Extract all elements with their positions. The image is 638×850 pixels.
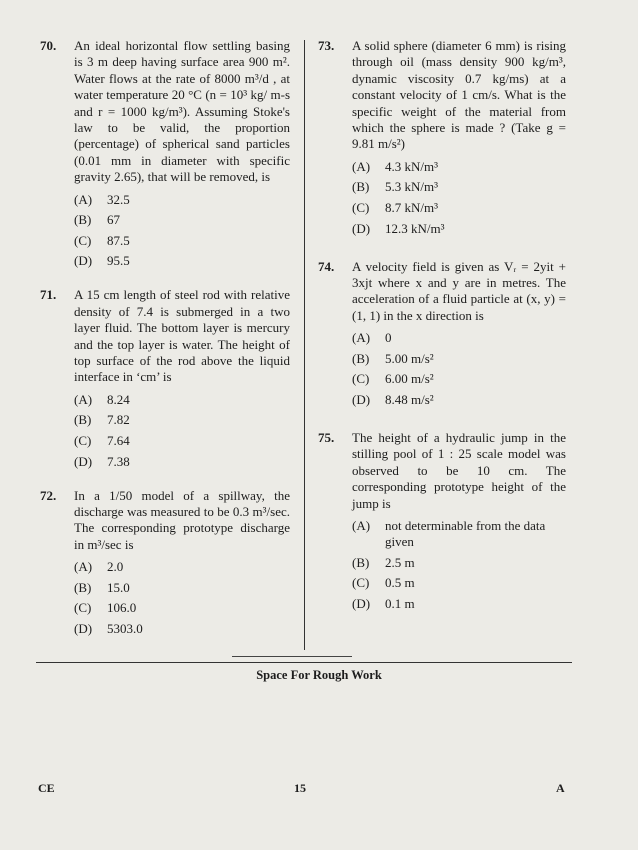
column-divider xyxy=(304,40,305,650)
option-a: (A) 2.0 xyxy=(74,559,124,575)
footer-series-code: A xyxy=(556,781,565,795)
question-stem: A velocity field is given as Vᵣ = 2yit + 3xjt where x and y are in metres. The acceleration of a fluid particle at (x, y) = (1, 1) in the x direction is xyxy=(352,258,566,323)
question-number: 74. xyxy=(318,258,335,274)
question-number: 72. xyxy=(40,487,57,503)
question-75 xyxy=(318,430,566,612)
option-d: (D) 12.3 kN/m³ xyxy=(352,220,445,236)
question-stem: An ideal horizontal flow settling basing is 3 m deep having surface area 900 m². Water flows at the rate of 8000 m³/d , at water temperature 20 °C (n = 10³ kg/ m-s and r = 1000 kg/m³). Assuming Stoke's law to be valid, the proportion (percentage) of spherical sand particles (0.01 mm in diameter with specific gravity 2.65), that will be removed, is xyxy=(74,38,290,185)
options-list xyxy=(74,192,290,270)
short-rule xyxy=(232,656,352,657)
footer-subject-code: CE xyxy=(38,781,55,795)
option-c: (C) 87.5 xyxy=(74,232,130,248)
options-list xyxy=(74,559,290,637)
option-a: (A) 0 xyxy=(352,330,392,346)
option-a: (A) 4.3 kN/m³ xyxy=(352,158,439,174)
option-c: (C) 7.64 xyxy=(74,433,130,449)
option-d: (D) 95.5 xyxy=(74,253,130,269)
option-b: (B) 5.00 m/s² xyxy=(352,350,434,366)
question-number: 75. xyxy=(318,430,335,446)
left-column xyxy=(40,38,290,642)
option-a: (A) not determinable from the data given xyxy=(352,518,546,550)
question-71 xyxy=(40,287,290,469)
question-number: 73. xyxy=(318,38,335,53)
options-list xyxy=(352,330,566,408)
options-list xyxy=(352,159,566,237)
option-d: (D) 5303.0 xyxy=(74,621,143,637)
question-73 xyxy=(318,38,566,237)
option-b: (B) 5.3 kN/m³ xyxy=(352,179,439,195)
option-c: (C) 106.0 xyxy=(74,600,137,616)
right-column xyxy=(318,38,566,616)
question-stem: A solid sphere (diameter 6 mm) is rising through oil (mass density 900 kg/m³, dynamic viscosity 0.7 kg/ms) at a constant velocity of 1 cm/s. What is the specific weight of the material from which the sphere is made ? (Take g = 9.81 m/s²) xyxy=(352,38,566,152)
option-c: (C) 8.7 kN/m³ xyxy=(352,200,439,216)
question-number: 70. xyxy=(40,38,57,53)
question-number: 71. xyxy=(40,287,57,303)
option-d: (D) 0.1 m xyxy=(352,595,415,611)
options-list xyxy=(74,392,290,470)
option-d: (D) 8.48 m/s² xyxy=(352,392,434,408)
footer-page-number: 15 xyxy=(294,781,306,795)
option-b: (B) 67 xyxy=(74,212,120,228)
question-70 xyxy=(40,38,290,269)
option-b: (B) 7.82 xyxy=(74,412,130,428)
question-stem: A 15 cm length of steel rod with relative density of 7.4 is submerged in a two layer fluid. The bottom layer is mercury and the top layer is water. The height of top surface of the rod above the liquid interface in ‘cm’ is xyxy=(74,287,290,385)
question-72 xyxy=(40,488,290,637)
options-list xyxy=(352,518,566,612)
horizontal-rule xyxy=(36,662,572,663)
option-b: (B) 2.5 m xyxy=(352,554,415,570)
option-a: (A) 8.24 xyxy=(74,391,130,407)
question-stem: In a 1/50 model of a spillway, the discharge was measured to be 0.3 m³/sec. The corresponding prototype discharge in m³/sec is xyxy=(74,487,290,552)
question-stem: The height of a hydraulic jump in the stilling pool of 1 : 25 scale model was observed to be 10 cm. The corresponding prototype height of the jump is xyxy=(352,430,566,511)
option-d: (D) 7.38 xyxy=(74,453,130,469)
question-74 xyxy=(318,259,566,408)
option-c: (C) 0.5 m xyxy=(352,575,415,591)
rough-work-heading: Space For Rough Work xyxy=(256,668,382,682)
option-a: (A) 32.5 xyxy=(74,191,130,207)
option-b: (B) 15.0 xyxy=(74,579,130,595)
option-c: (C) 6.00 m/s² xyxy=(352,371,434,387)
